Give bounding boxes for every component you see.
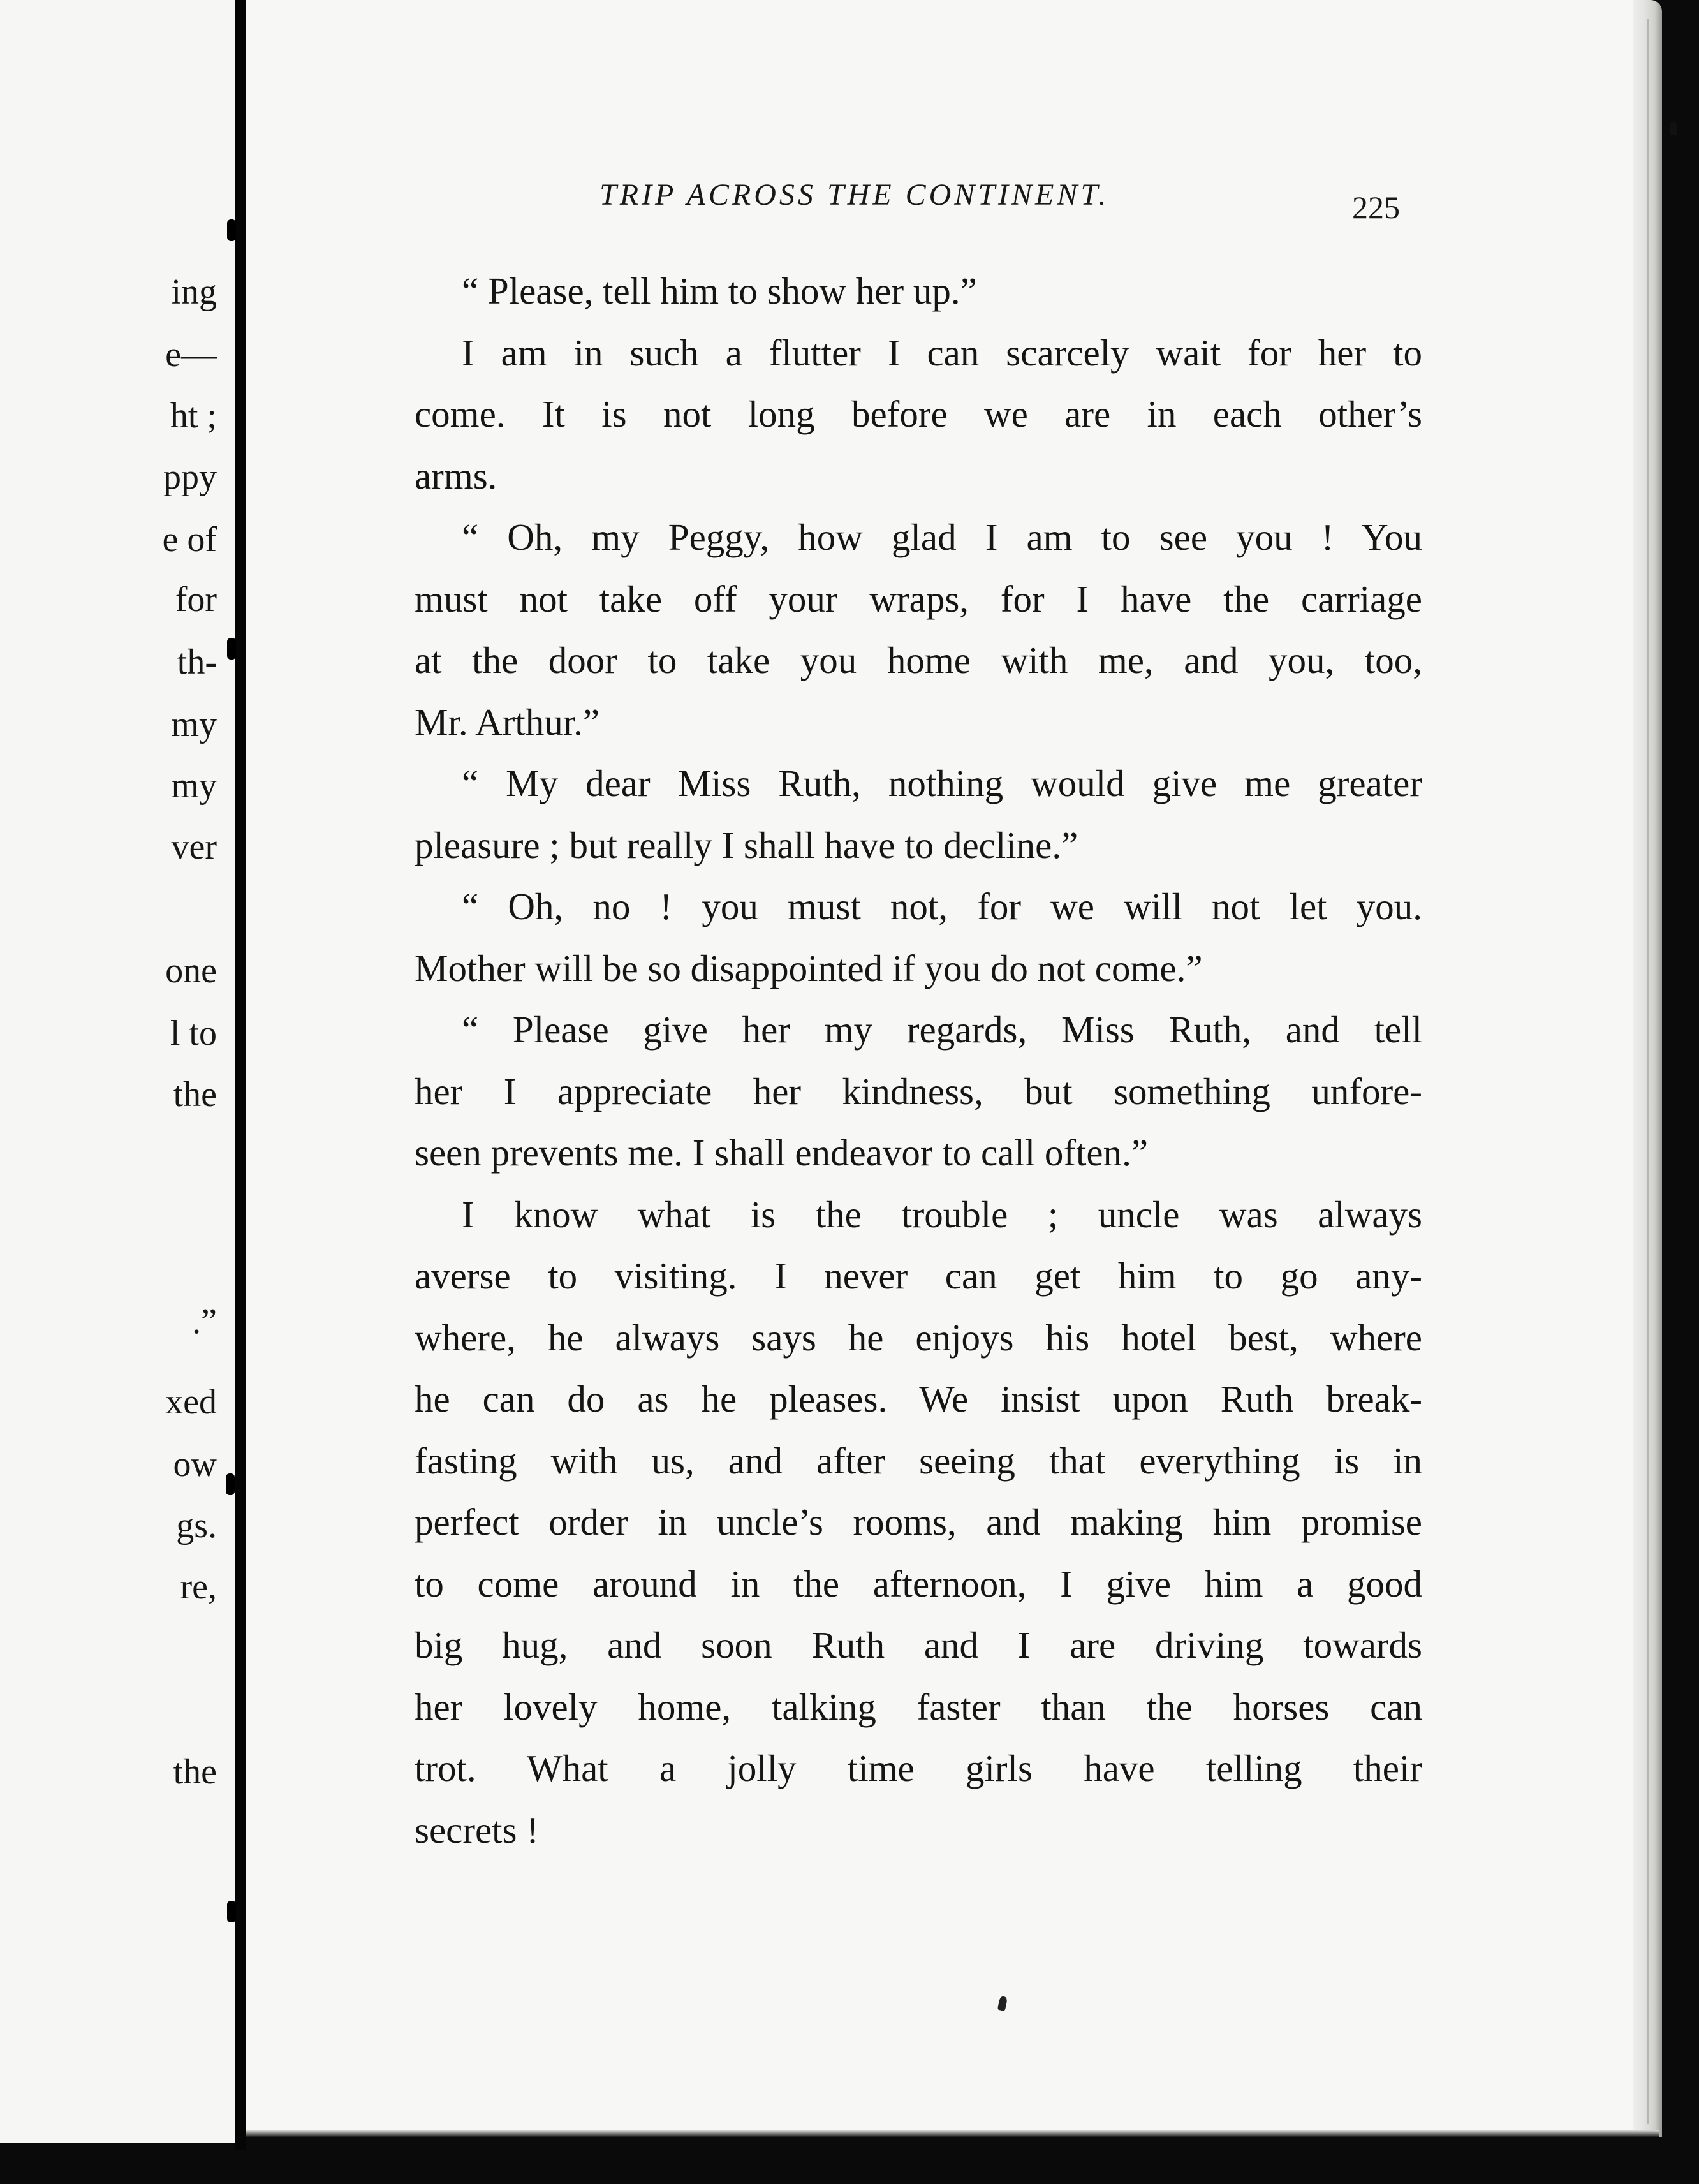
left-page-line: the xyxy=(173,1752,217,1792)
left-page-line: for xyxy=(175,580,217,619)
text-line: pleasure ; but really I shall have to decline.” xyxy=(415,823,1078,866)
left-page-line: my xyxy=(171,705,217,744)
page-number: 225 xyxy=(1352,189,1400,225)
left-page-line: re, xyxy=(180,1567,217,1607)
book-gutter xyxy=(235,0,246,2150)
binding-thread-mark xyxy=(227,638,236,660)
left-page-line: .” xyxy=(192,1302,217,1341)
left-page-line: the xyxy=(173,1075,217,1114)
text-line: Mother will be so disappointed if you do not come.” xyxy=(415,947,1203,989)
left-page-line: my xyxy=(171,766,217,806)
page-bottom-shadow xyxy=(246,2130,1659,2137)
text-line: big hug, and soon Ruth and I are driving towards xyxy=(415,1624,1422,1666)
text-line: her lovely home, talking faster than the horses can xyxy=(415,1685,1422,1728)
binding-thread-mark xyxy=(227,1901,236,1922)
text-line: perfect order in uncle’s rooms, and making him promise xyxy=(415,1501,1422,1543)
running-head: TRIP ACROSS THE CONTINENT. xyxy=(599,178,1110,212)
text-line: I know what is the trouble ; uncle was always xyxy=(462,1193,1422,1236)
binding-thread-mark xyxy=(227,219,236,241)
text-line: trot. What a jolly time girls have telling their xyxy=(415,1747,1422,1789)
text-line: I am in such a flutter I can scarcely wait for her to xyxy=(462,331,1422,374)
left-page-line: ow xyxy=(173,1445,217,1484)
scan-speck xyxy=(1670,122,1677,135)
text-line: at the door to take you home with me, and you, too, xyxy=(415,639,1422,681)
page-edge-line xyxy=(1647,19,1649,2124)
left-page-line: ing xyxy=(171,272,217,312)
left-page-line: ver xyxy=(171,827,217,867)
text-line: Mr. Arthur.” xyxy=(415,700,600,743)
text-line: her I appreciate her kindness, but something unfore- xyxy=(415,1070,1422,1112)
text-line: he can do as he pleases. We insist upon Ruth break- xyxy=(415,1378,1422,1420)
left-page-line: xed xyxy=(165,1382,217,1422)
text-line: “ Oh, my Peggy, how glad I am to see you ! You xyxy=(462,516,1422,558)
text-line: “ Please give her my regards, Miss Ruth, and tell xyxy=(462,1008,1422,1051)
text-line: “ My dear Miss Ruth, nothing would give me greater xyxy=(462,762,1422,804)
text-line: “ Oh, no ! you must not, for we will not let you. xyxy=(462,885,1422,927)
left-page-line: e of xyxy=(162,520,217,559)
text-line: fasting with us, and after seeing that everything is in xyxy=(415,1439,1422,1482)
text-line: to come around in the afternoon, I give him a good xyxy=(415,1562,1422,1605)
left-page-line: l to xyxy=(170,1014,217,1053)
binding-thread-mark xyxy=(226,1473,235,1495)
left-page-line: ppy xyxy=(163,457,217,497)
left-page-fragment xyxy=(0,0,235,2143)
page-body-text xyxy=(415,260,1422,1861)
text-line: must not take off your wraps, for I have the carriage xyxy=(415,577,1422,620)
left-page-line: gs. xyxy=(176,1506,217,1546)
text-line: come. It is not long before we are in each other’s xyxy=(415,393,1422,435)
left-page-line: one xyxy=(165,951,217,991)
left-page-line: th- xyxy=(177,642,217,682)
text-line: arms. xyxy=(415,454,497,497)
text-line: averse to visiting. I never can get him to go any- xyxy=(415,1255,1422,1297)
text-line: “ Please, tell him to show her up.” xyxy=(462,270,977,312)
text-line: seen prevents me. I shall endeavor to call often.” xyxy=(415,1132,1149,1174)
left-page-line: ht ; xyxy=(170,396,217,436)
text-line: where, he always says he enjoys his hotel best, where xyxy=(415,1316,1422,1359)
left-page-line: e— xyxy=(165,335,217,374)
text-line: secrets ! xyxy=(415,1808,539,1851)
